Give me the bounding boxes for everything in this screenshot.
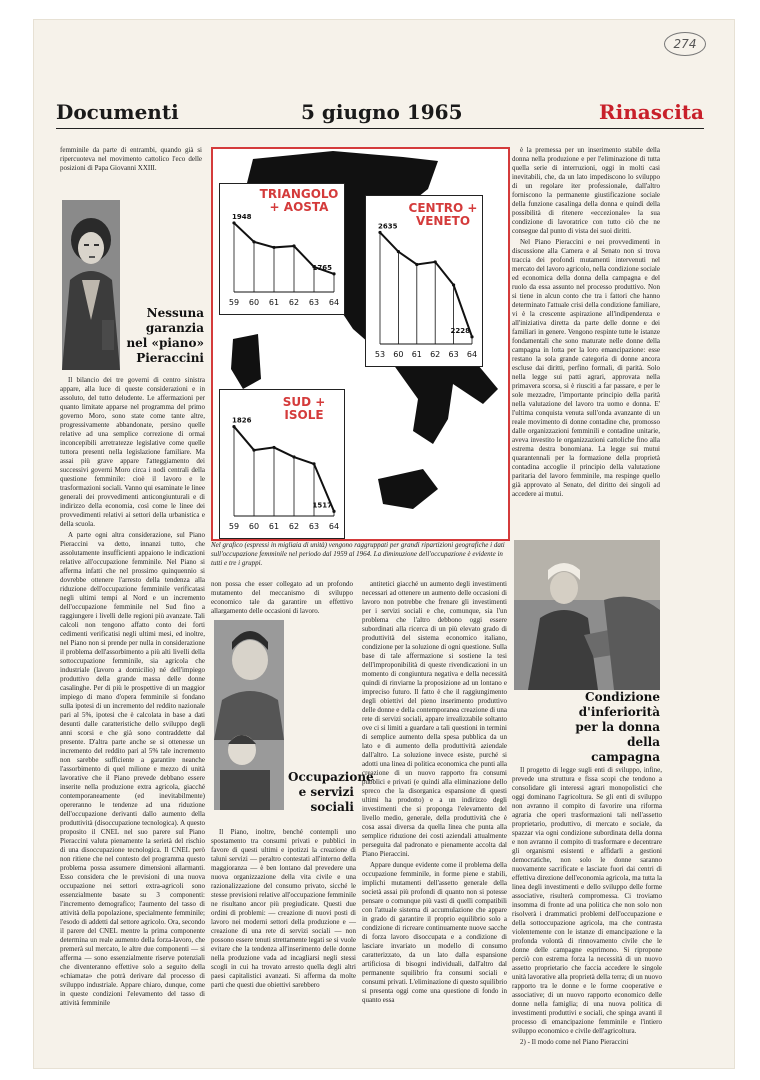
column4-paragraph-4: 2) - Il modo come nel Piano Pieraccini	[520, 1038, 629, 1046]
data-value-label: 1765	[312, 263, 332, 272]
column3-paragraph-2: Appare dunque evidente come il problema della occupazione femminile, in forme piene e stabili, implichi mutamenti dell'assetto generale della società assai più profondi di quanto non si potesse pensare o comunque più vasti di quelli compatibili con l'attuale sistema di accumulazione che appare in grado di garantire il proprio equilibrio solo a condizione di ricreare continuamente nuove sacche di forza lavoro disoccupata e a condizione di lasciare invariato un modello di consumo caratterizzato, da un lato dalla espansione artificiosa di bisogni individuali, dall'altro dal permanente squilibrio fra consumi sociali e consumi privati. L'eliminazione di questo squilibrio si presenta oggi come una questione di fondo in quanto essa	[362, 861, 507, 1004]
data-point	[312, 462, 315, 465]
x-tick-label: 62	[430, 350, 441, 359]
data-point	[252, 449, 255, 452]
x-tick-label: 63	[308, 522, 320, 531]
x-tick-label: 61	[411, 350, 422, 359]
data-point	[470, 335, 473, 338]
x-tick-label: 63	[448, 350, 459, 359]
x-tick-label: 64	[328, 522, 340, 531]
column4-paragraph-1: è la premessa per un inserimento stabile della donna nella produzione e per l'eliminazione di tutta quella serie di interruzioni, oggi in molti casi inevitabili, che, da un lato impediscono lo sviluppo di un regolare iter professionale, dall'altro forniscono la permanente giustificazione sociale della funzione casalinga della donna e quindi della possibilità di ritenere «eccezionale» la sua condizione di lavoratrice con tutto ciò che ne consegue dal punto di vista dei suoi diritti.	[512, 146, 660, 235]
column2-paragraph-1: Il Piano, inoltre, benché contempli uno spostamento tra consumi privati e pubblici in favore di questi ultimi e ipotizzi la creazione di taluni servizi — peraltro contestati all'interno della maggioranza — è ben lontano dal prevedere una nuova organizzazione della vita civile e una razionalizzazione del consumo privato, sicché le stesse previsioni relative all'occupazione femminile ne risultano ancor più pregiudicate. Questi due ordini di problemi: — creazione di nuovi posti di lavoro nei moderni settori della produzione e — creazione di una rete di servizi sociali — non possono essere tenuti strettamente legati se si vuole evitare che la tendenza all'inserimento delle donne nella produzione vada ad incagliarsi negli stessi scogli in cui ha trovato arresto quella degli altri paesi capitalistici avanzati. Si afferma da molte parti che questi due obiettivi sarebbero	[211, 828, 356, 989]
chart-title: TRIANGOLO + AOSTA	[259, 187, 339, 214]
column3-paragraph-1: antitetici giacché un aumento degli investimenti necessari ad ottenere un aumento delle occasioni di lavoro non potrebbe che frenare gli investimenti per i servizi sociali e che, comunque, sia l'un problema che l'altro debbono oggi essere subordinati alla ricerca di un più elevato grado di produttività del sistema economico italiano, condizione per la soluzione di ogni questione. Sulla base di tale affermazione si sostiene la tesi dell'improponibilità di queste rivendicazioni in un momento di congiuntura negativa e della necessità quindi di rinviarne la proposizione ad un lontano e impreciso futuro. Il fatto è che il raggiungimento degli obiettivi del pieno inserimento produttivo delle donne e della contemporanea creazione di una rete di servizi sociali, appare irrealizzabile soltanto ove ci si limiti a guardare a tali questioni in termini di semplice aumento della spesa pubblica da un lato e di aumento della produttività aziendale dall'altro. La soluzione invece esiste, purché si adotti una linea di politica economica che punti alla creazione di un nuovo rapporto fra consumi pubblici e privati (e quindi alla eliminazione dello spreco che la disorganica espansione di questi ultimi ha prodotto) e a un indirizzo degli investimenti che si proponga l'elevamento del livello medio, generale, della produttività che è cosa assai diversa da quella linea che punta alla semplice riduzione dei costi aziendali attualmente perseguita dal padronato e pienamente accolta dal Piano Pieraccini.	[362, 580, 507, 858]
data-point	[415, 263, 418, 266]
chart-title: CENTRO + VENETO	[408, 201, 478, 228]
data-line	[380, 232, 472, 336]
column2-body	[211, 828, 356, 1028]
data-point	[292, 244, 295, 247]
data-value-label: 2228	[450, 326, 470, 335]
data-point	[272, 246, 275, 249]
farm-woman-photo	[514, 540, 660, 690]
x-tick-label: 63	[308, 298, 320, 307]
x-tick-label: 53	[374, 350, 386, 359]
column3-body	[362, 580, 507, 1030]
x-tick-label: 60	[248, 298, 260, 307]
column1-paragraph-2: A parte ogni altra considerazione, sul Piano Pieraccini va detto, innanzi tutto, che assolutamente insufficienti appaiono le indicazioni relative all'occupazione femminile. Nel Piano si afferma infatti che nel prossimo quinquennio si dovrebbe ottenere l'arresto della tendenza alla riduzione dell'occupazione femminile verificatasi negli ultimi tempi al Nord e un incremento dell'occupazione femminile nel Sud fino a raggiungere i livelli delle regioni più avanzate. Tali calcoli non tengono affatto conto dei forti cedimenti verificatisi negli ultimi mesi, ed inoltre, nel Piano non si prende per nulla in considerazione il problema dell'assorbimento a più alti livelli della sottoccupazione femminile, sia agricola che industriale (lavoro a domicilio) né dell'impiego produttivo della grande massa delle donne casalinghe. Per di più le prospettive di un maggior impiego di mano d'opera femminile si fondano sulla ipotesi di un incremento del reddito nazionale pari al 5%, ipotesi che è calcolata in base a dati desunti dalle caratteristiche dello sviluppo degli anni scorsi e che già sono contraddette dal presente. D'altra parte anche se si ottenesse un incremento del reddito pari al 5% tale incremento non sarebbe sufficiente a garantire neanche l'assorbimento di quel milione e mezzo di unità lavorative che il Piano prevede debbano essere inserite nella produzione extra agricola, giacché contemporaneamente (ed inevitabilmente) opereranno le tendenze ad una riduzione dell'occupazione derivanti dallo aumento della produttività (disoccupazione tecnologica). A questo proposito il CNEL nel suo parere sul Piano Pieraccini valuta pienamente la serietà del rischio di una disoccupazione tecnologica. Il CNEL però non ritiene che nel contesto del programma questo problema possa assumere dimensioni allarmanti. Esso considera che le previsioni di una nuova occupazione nei settori extra-agricoli sono essenzialmente basate su 3 componenti: l'incremento demografico; l'aumento del tasso di attività della popolazione, specialmente femminile; l'esodo di addetti dal settore agricolo. Ora, secondo il parere del CNEL mentre la prima componente determina un reale aumento della forza-lavoro, che premerà sul mercato, le altre due componenti — si afferma — sono essenzialmente riserve potenziali che diventeranno effettive solo a seguito della «chiamata» che potrà derivare dal processo di sviluppo industriale. Appare chiaro, dunque, come in queste condizioni l'elevamento del tasso di attività femminile	[60, 531, 205, 1007]
x-tick-label: 60	[393, 350, 404, 359]
data-value-label: 1826	[232, 416, 252, 425]
column1-intro: femminile da parte di entrambi, quando già si ripercuoteva nel movimento cattolico l'eco delle posizioni di Papa Giovanni XXIII.	[60, 146, 202, 172]
x-tick-label: 59	[228, 298, 240, 307]
section-title-nessuna-garanzia: Nessuna garanzia nel «piano» Pieraccini	[126, 306, 204, 365]
family-photo	[214, 620, 284, 810]
column1-body	[60, 376, 205, 1016]
data-point	[452, 283, 455, 286]
data-point	[332, 510, 335, 513]
chart-centro-veneto	[365, 195, 483, 367]
magazine-name: Rinascita	[599, 100, 704, 124]
data-line	[234, 427, 334, 512]
page-header	[56, 96, 704, 129]
column4-paragraph-3: Il progetto di legge sugli enti di sviluppo, infine, prevede una struttura e fissa scopi che tendono a consolidare gli interessi agrari monopolistici che oggi dominano l'agricoltura. Se gli enti di sviluppo non avranno il compito di favorire una riforma agraria che operi trasformazioni tali nell'assetto proprietario, produttivo, di mercato e sociale, da spazzar via ogni condizione subordinata della donna e non avranno il compito di trasformare e decentrare gli organismi esistenti e affidarli a gestioni democratiche, non solo le donne saranno nuovamente sacrificate e lasciate fuori dai centri di effettiva direzione dell'economia agricola, ma tutta la linea degli investimenti e dello sviluppo delle forme associative, risulterà compromessa. Ci troviamo insomma di fronte ad una politica che non solo non risolverà i drammatici problemi dell'occupazione e della sottoccupazione agricola, ma che contrasta violentemente con le istanze di emancipazione e la profonda volontà di rinnovamento civile che le donne delle campagne esprimono. Si ripropone perciò con estrema forza la necessità di un nuovo assetto proprietario che faccia accedere le singole unità lavorative alla proprietà della terra; di un nuovo rapporto tra le donne e le forme cooperative e associative; di un nuovo rapporto economico delle donne nella famiglia; di una nuova politica di investimenti produttivi e sociali, che spinga avanti il processo di emancipazione femminile e l'intiero sviluppo economico e civile dell'agricoltura.	[512, 766, 662, 1035]
chart-title: SUD + ISOLE	[282, 395, 326, 422]
map-caption: Nel grafico (espressi in migliaia di unità) vengono raggruppati per grandi ripartizioni geografiche i dati sull'occupazione femminile nel periodo dal 1959 al 1964. La diminuzione dell'occupazione è evidente in tutti e tre i gruppi.	[211, 541, 505, 567]
data-point	[232, 221, 235, 224]
handwritten-page-number: 274	[664, 32, 706, 56]
section-label: Documenti	[56, 100, 179, 124]
chart-triangolo-aosta	[219, 183, 345, 315]
data-point	[252, 240, 255, 243]
column2-continuation: non possa che esser collegato ad un profondo mutamento del meccanismo di sviluppo economico tale da garantire un effettivo allargamento delle occasioni di lavoro.	[211, 580, 353, 615]
woman-portrait-photo	[62, 200, 120, 370]
x-tick-label: 60	[248, 522, 260, 531]
x-tick-label: 62	[288, 298, 300, 307]
chart-sud-isole	[219, 389, 345, 539]
section-title-condizione: Condizione d'inferiorità per la donna della campagna	[575, 690, 660, 764]
data-value-label: 1517	[312, 501, 332, 510]
data-point	[332, 272, 335, 275]
column4-body-bottom	[512, 766, 662, 1046]
column4-paragraph-2: Nel Piano Pieraccini e nei provvedimenti in discussione alla Camera e al Senato non si trova traccia dei profondi mutamenti intervenuti nel mercato del lavoro agricolo, nella condizione sociale ed economica della donna della campagna e del ruolo da essa assunto nel processo produttivo. Non si tiene in alcun conto che tra i fattori che hanno determinato l'attuale crisi della condizione familiare, vi è la crescente aspirazione all'indipendenza e all'iniziativa diretta da parte delle donne e dei familiari in genere. Vengono respinte tutte le istanze fondamentali che sono maturate nelle donne della campagna in lotta per la loro emancipazione: esse restano la sola grande categoria di donne ancora escluse dai diritti, perfino formali, di parità. Solo nella legge sui patti agrari, approvata nella primavera scorsa, si è riusciti a far passare, e per le sole mezzadre, l'importante principio della parità nella valutazione del lavoro tra uomo e donna. E' l'ultima conquista venuta sull'onda avanzante di un reale movimento di donne contadine che, promosso dalle organizzazioni femminili e contadine unitarie, aveva investito le organizzazioni cattoliche fino alla estrema destra bonomiana. La legge sui mutui quarantennali per la formazione della proprietà contadina accoglie il principio della valutazione paritaria del lavoro femminile, ma respinge quello già approvato al Senato, del diritto dei singoli ad accedere ai mutui.	[512, 238, 660, 498]
x-tick-label: 59	[228, 522, 240, 531]
data-point	[378, 231, 381, 234]
data-value-label: 2635	[378, 222, 398, 231]
data-point	[272, 446, 275, 449]
x-tick-label: 64	[466, 350, 478, 359]
x-tick-label: 62	[288, 522, 300, 531]
column4-body-top	[512, 146, 660, 531]
data-point	[232, 425, 235, 428]
data-point	[292, 455, 295, 458]
italy-map-infographic	[211, 147, 510, 541]
section-title-occupazione: Occupazione e servizi sociali	[288, 770, 374, 814]
column1-paragraph-1: Il bilancio dei tre governi di centro sinistra appare, alla luce di queste considerazioni e in assoluto, del tutto deludente. Le affermazioni per quanto limitate apparse nel programma del primo governo Moro, sono state come tante altre, progressivamente abbandonate, persino quelle relative ad una semplice correzione di ormai inconcepibili arretratezze legislative come quelle tuttora presenti nella legislazione familiare. Ma assai più grave appare l'atteggiamento dei successivi governi Moro circa i nodi centrali della questione femminile: cioè il lavoro e le trasformazioni sociali. Vanno qui esaminate le linee generali dei provvedimenti anticongiunturali e di indirizzo della economia, così come le linee dei provvedimenti relativi ai settori della urbanistica e della scuola.	[60, 376, 205, 528]
data-value-label: 1948	[232, 212, 252, 221]
x-tick-label: 61	[268, 298, 280, 307]
data-point	[397, 250, 400, 253]
x-tick-label: 64	[328, 298, 340, 307]
data-point	[434, 260, 437, 263]
issue-date: 5 giugno 1965	[301, 100, 463, 124]
x-tick-label: 61	[268, 522, 280, 531]
